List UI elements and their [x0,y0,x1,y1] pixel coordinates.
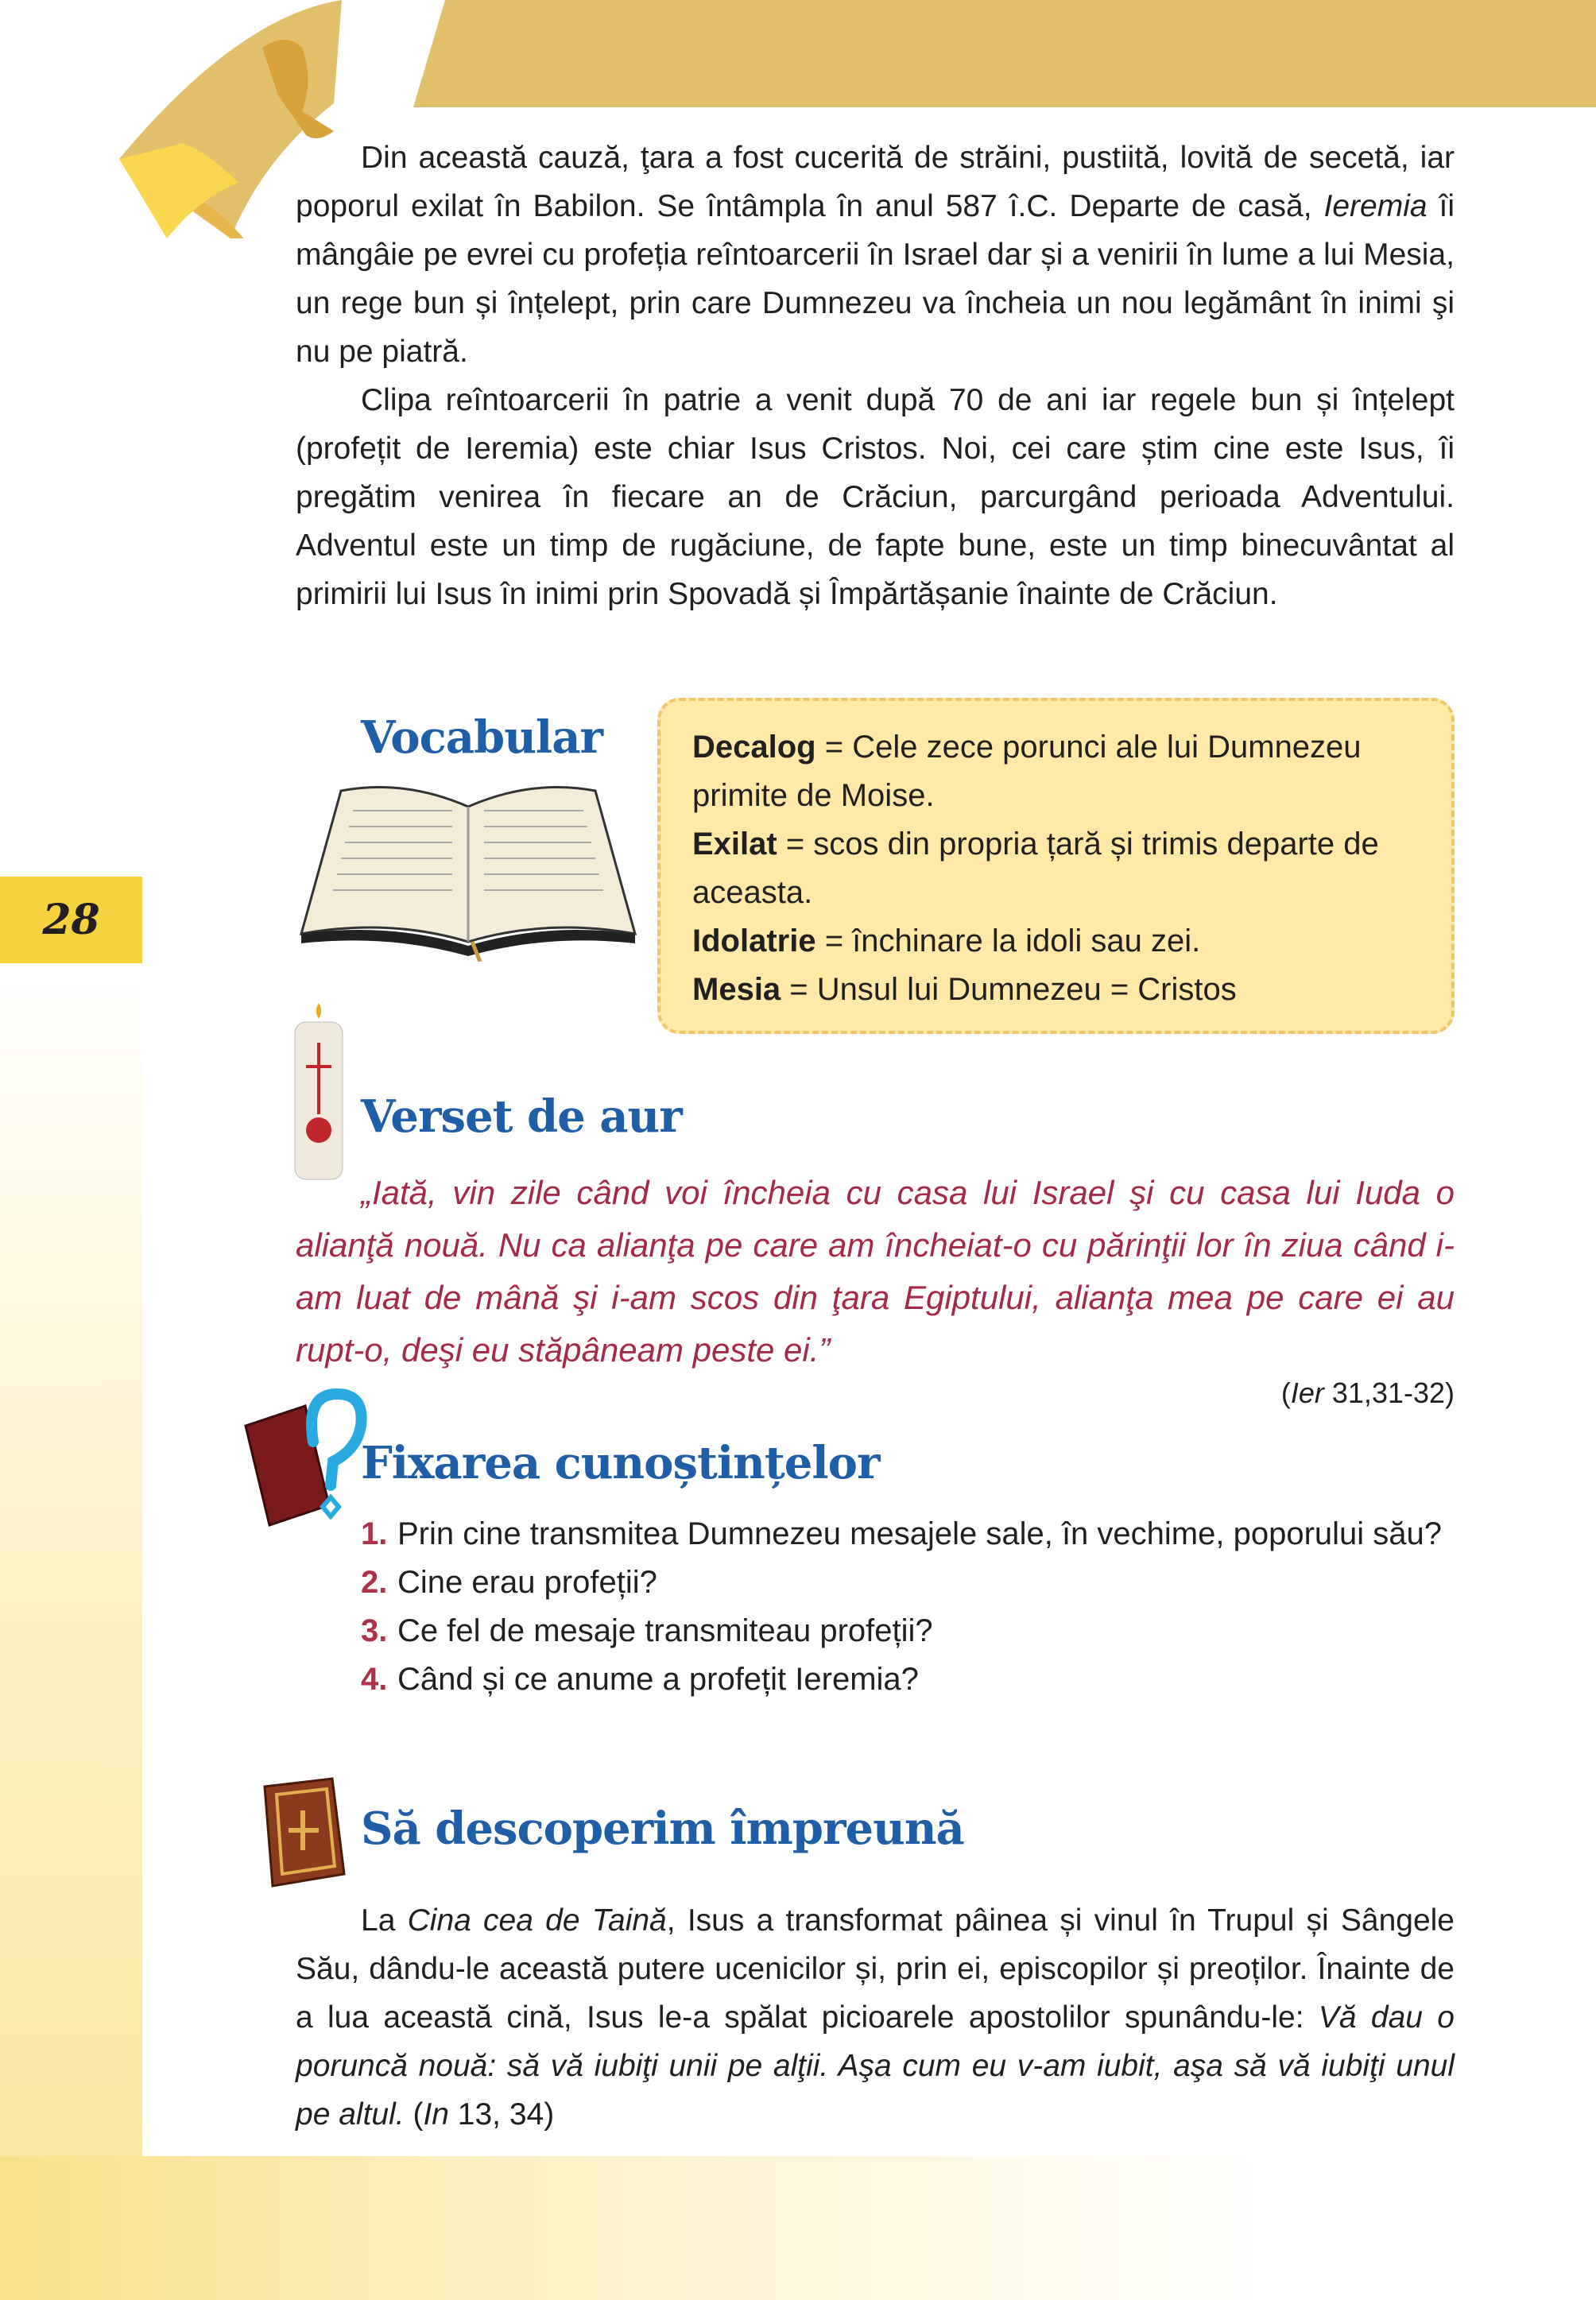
decorative-bottom-band [0,2156,1596,2300]
intro-text [296,134,1455,618]
intro-paragraph-2: Clipa reîntoarcerii în patrie a venit după 70 de ani iar regele bun și înțelept (profețit de Ieremia) este chiar Isus Cristos. Noi, cei care știm cine este Isus, îi pregătim venirea în fiecare an de Crăciun, parcurgând perioada Adventului. Adventul este un timp de rugăciune, de fapte bune, este un timp binecuvântat al primirii lui Isus în inimi prin Spovadă și Împărtășanie înainte de Crăciun. [296,383,1455,611]
descoperim-paragraph: La Cina cea de Taină, Isus a transformat pâinea și vinul în Trupul și Sângele Său, dându-le această putere ucenicilor și, prin ei, episcopilor și preoților. Înainte de a lua această cină, Isus le-a spălat picioarele apostolilor spunându-le: Vă dau o poruncă nouă: să vă iubiţi unii pe alţii. Aşa cum eu v-am iubit, aşa să vă iubiţi unul pe altul. (In 13, 34) [296,1903,1455,2132]
vocab-entry: Idolatrie = închinare la idoli sau zei. [692,923,1201,958]
candle-icon [290,1003,347,1182]
vocab-entry: Decalog = Cele zece porunci ale lui Dumnezeu primite de Moise. [692,730,1362,813]
list-item: 2. Cine erau profeții? [361,1565,657,1600]
decorative-left-strip [0,963,142,2300]
verset-title: Verset de aur [361,1090,682,1143]
list-item: 4. Când și ce anume a profețit Ieremia? [361,1662,919,1697]
fixarea-title: Fixarea cunoștințelor [361,1437,880,1489]
page-number: 28 [0,877,142,963]
vocab-entry: Mesia = Unsul lui Dumnezeu = Cristos [692,972,1237,1007]
verse-citation: (Ier 31,31-32) [1280,1377,1455,1409]
list-item: 1. Prin cine transmitea Dumnezeu mesajele sale, în vechime, poporului său? [361,1516,1443,1551]
question-book-icon [242,1386,369,1528]
list-item: 3. Ce fel de mesaje transmiteau profeții? [361,1613,933,1648]
descoperim-text [296,1896,1455,2139]
vocab-entry: Exilat = scos din propria țară și trimis departe de aceasta. [692,827,1379,910]
open-bible-icon [293,775,643,962]
vocabular-title: Vocabular [361,711,602,764]
intro-paragraph-1: Din această cauză, ţara a fost cucerită de străini, pustiită, lovită de secetă, iar poporul exilat în Babilon. Se întâmpla în anul 587 î.C. Departe de casă, Ieremia îi mângâie pe evrei cu profeția reîntoarcerii în Israel dar și a venirii în lume a lui Mesia, un rege bun și înțelept, prin care Dumnezeu va încheia un nou legământ în inimi şi nu pe piatră. [296,141,1455,369]
ornate-book-icon [257,1775,348,1890]
review-questions-list [361,1510,1455,1704]
golden-verse-quote: „Iată, vin zile când voi încheia cu casa lui Israel şi cu casa lui Iuda o alianţă nouă. Nu ca alianţa pe care am încheiat-o cu părinţii lor în ziua când i-am luat de mână şi i-am scos din ţara Egiptului, alianţa mea pe care ei au rupt-o, deşi eu stăpâneam peste ei.” [296,1174,1455,1369]
descoperim-title: Să descoperim împreună [361,1802,964,1855]
vocabulary-box [657,698,1455,1034]
